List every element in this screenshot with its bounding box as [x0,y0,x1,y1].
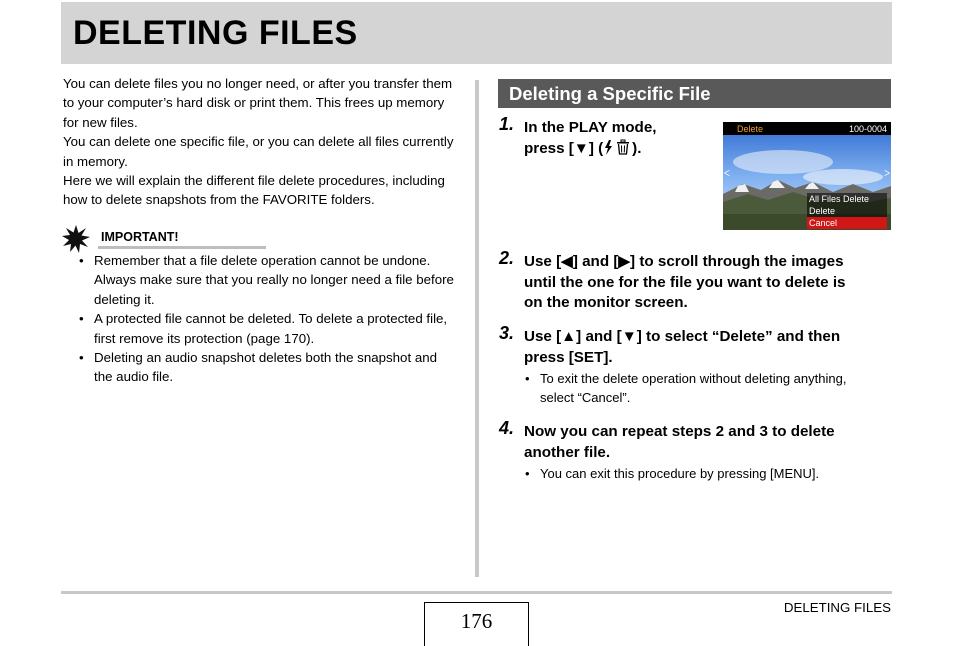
menu-item-cancel: Cancel [807,217,887,229]
right-arrow-icon: ᐳ [884,169,890,178]
menu-item-all-files-delete: All Files Delete [807,193,887,205]
list-item: • A protected file cannot be deleted. To delete a protected file, first remove its protection (page 170). [77,309,457,348]
delete-menu [807,193,887,229]
section-heading-bar [498,79,891,108]
burst-icon [62,225,90,253]
step-text: Use [◀] and [▶] to scroll through the images [524,253,844,270]
footer-rule [61,591,892,594]
trash-icon [616,139,630,155]
step-text: In the PLAY mode, [524,119,657,136]
page-number: 176 [460,609,493,633]
step-text: press [SET]. [524,348,613,366]
title-bar [61,2,892,64]
section-title: Deleting a Specific File [509,83,711,104]
step-number: 2. [499,248,515,268]
intro-paragraph: Here we will explain the different file delete procedures, including how to delete snapshots from the FAVORITE folders. [63,173,445,208]
step-number: 3. [499,323,515,343]
bullet: • [525,466,530,481]
note-text: select “Cancel”. [540,390,631,406]
step-text: Now you can repeat steps 2 and 3 to delete [524,423,835,440]
page-number-box [424,602,529,646]
step-text: another file. [524,443,611,461]
important-list [77,251,457,387]
important-heading [62,225,212,251]
step-text: ). [632,139,642,157]
step-text: on the monitor screen. [524,294,688,311]
left-arrow-icon: ᐸ [724,169,730,178]
menu-item-delete: Delete [807,205,887,217]
page-title: DELETING FILES [73,14,358,52]
list-item: • Deleting an audio snapshot deletes both the snapshot and the audio file. [77,348,457,387]
note-text: You can exit this procedure by pressing [MENU]. [540,466,820,481]
camera-delete-screen [723,122,891,230]
note-text: To exit the delete operation without deleting anything, [540,371,847,386]
screen-header [723,122,891,135]
footer-section-title: DELETING FILES [783,600,891,615]
intro-paragraph: You can delete files you no longer need, or after you transfer them to your computer’s hard disk or print them. This frees up memory for new files. [63,76,453,130]
step-text: until the one for the file you want to delete is [524,273,846,291]
file-number: 100-0004 [848,124,887,134]
intro-paragraph: You can delete one specific file, or you can delete all files currently in memory. [63,134,454,169]
step-number: 1. [499,114,515,134]
step-text: press [▼] ( [524,139,604,157]
column-divider [475,80,479,577]
bullet: • [525,371,530,386]
important-underline [98,246,266,249]
step-text-line2 [524,139,714,160]
intro-text [63,74,458,210]
screen-mode-label: Delete [737,124,764,134]
step-text: Use [▲] and [▼] to select “Delete” and then [524,328,841,345]
step-number: 4. [499,418,515,438]
flash-icon [604,140,613,155]
list-item: • Remember that a file delete operation cannot be undone. Always make sure that you really no longer need a file before deleting it. [77,251,457,309]
important-label: IMPORTANT! [101,230,179,244]
